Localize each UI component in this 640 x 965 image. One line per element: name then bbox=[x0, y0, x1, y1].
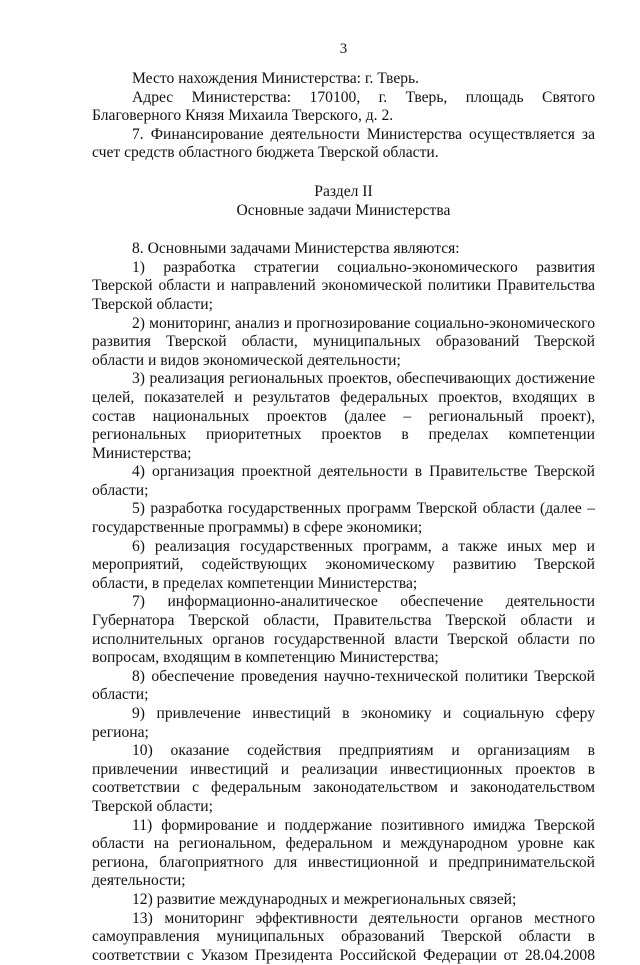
task-item-13: 13) мониторинг эффективности деятельности органов местного самоуправления муниципальных образований Тверской области в соответствии с Указом Президента Российской Федерации от 28.04.2008 bbox=[92, 909, 595, 964]
task-item-10: 10) оказание содействия предприятиям и организациям в привлечении инвестиций и реализации инвестиционных проектов в соответствии с федеральным законодательством и законодательством Тверской области; bbox=[92, 742, 595, 815]
task-item-9: 9) привлечение инвестиций в экономику и социальную сферу региона; bbox=[92, 705, 595, 741]
task-item-11: 11) формирование и поддержание позитивного имиджа Тверской области на региональном, федеральном и международном уровне как региона, благоприятного для инвестиционной и предпринимательской деятельности; bbox=[92, 816, 595, 890]
tasks-lead: 8. Основными задачами Министерства являются: bbox=[132, 240, 460, 258]
task-item-4: 4) организация проектной деятельности в Правительстве Тверской области; bbox=[92, 463, 595, 499]
address-paragraph: Адрес Министерства: 170100, г. Тверь, площадь Святого Благоверного Князя Михаила Тверского, д. 2. bbox=[92, 88, 595, 125]
task-item-5: 5) разработка государственных программ Тверской области (далее – государственные программы) в сфере экономики; bbox=[92, 500, 595, 537]
task-item-1: 1) разработка стратегии социально-экономического развития Тверской области и направлений экономической политики Правительства Тверской области; bbox=[92, 258, 595, 313]
task-item-3: 3) реализация региональных проектов, обеспечивающих достижение целей, показателей и результатов федеральных проектов, входящих в состав национальных проектов (далее – региональный проект), региональных приоритетных проектов в пределах компетенции Министерства; bbox=[92, 370, 595, 462]
section-title: Раздел II bbox=[314, 182, 373, 200]
task-item-6: 6) реализация государственных программ, а также иных мер и мероприятий, содействующих экономическому развитию Тверской области, в пределах компетенции Министерства; bbox=[92, 537, 595, 592]
task-item-12: 12) развитие международных и межрегиональных связей; bbox=[132, 890, 517, 908]
page-number: 3 bbox=[339, 41, 348, 57]
location-paragraph: Место нахождения Министерства: г. Тверь. bbox=[132, 70, 420, 87]
section-subtitle: Основные задачи Министерства bbox=[236, 201, 451, 219]
financing-paragraph: 7. Финансирование деятельности Министерства осуществляется за счет средств областного бюджета Тверской области. bbox=[92, 125, 595, 162]
task-item-8: 8) обеспечение проведения научно-технической политики Тверской области; bbox=[92, 667, 595, 704]
task-item-7: 7) информационно-аналитическое обеспечение деятельности Губернатора Тверской области, Правительства Тверской области и исполнительных органов государственной власти Тверской области по вопросам, входящим в компетенцию Министерства; bbox=[92, 593, 595, 667]
task-item-2: 2) мониторинг, анализ и прогнозирование социально-экономического развития Тверской области, муниципальных образований Тверской области и видов экономической деятельности; bbox=[92, 314, 595, 369]
